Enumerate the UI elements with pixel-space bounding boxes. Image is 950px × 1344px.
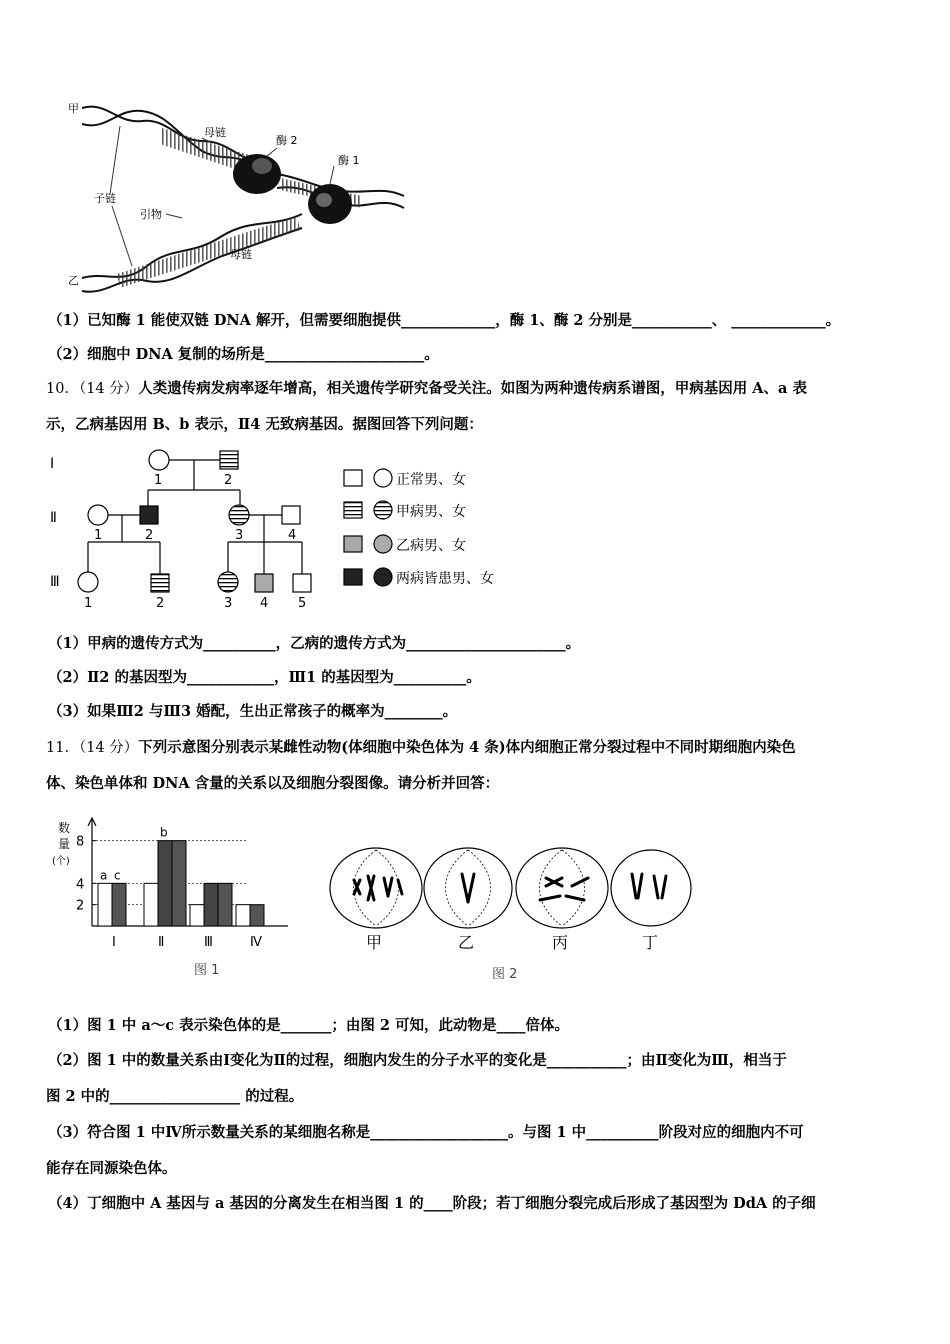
y-tick-label: 8 [76, 834, 85, 850]
pedigree-III1 [78, 572, 98, 592]
num-II4: 4 [288, 528, 297, 543]
num-I2: 2 [224, 473, 233, 488]
gen-label-2: Ⅱ [50, 510, 57, 526]
label-yi: 乙 [68, 274, 79, 287]
series-label-c: c [114, 868, 121, 883]
cell-jia [330, 848, 422, 928]
bar-a-4 [236, 905, 250, 926]
bar-a-3 [190, 905, 204, 926]
y-tick-label: 2 [76, 898, 85, 914]
fig1-ylabel-3: (个) [52, 856, 70, 867]
q10-number: 10．（14 分） [46, 381, 139, 397]
pedigree-I1 [149, 450, 169, 470]
num-III1: 1 [84, 596, 93, 611]
q11-stem-2: 体、染色单体和 DNA 含量的关系以及细胞分裂图像。请分析并回答： [46, 775, 500, 792]
cell-ding [611, 850, 691, 926]
fig1-ylabel-1: 数 [58, 821, 71, 835]
cell-label-ding: 丁 [642, 933, 659, 952]
q10-stem-1 [46, 379, 906, 399]
q10-part1: （1）甲病的遗传方式为__________，乙病的遗传方式为______________________。 [48, 635, 581, 652]
num-III4: 4 [260, 596, 269, 611]
pedigree-II2 [140, 506, 158, 524]
label-yinwu: 引物 [140, 208, 162, 221]
q10-stem-text: 人类遗传病发病率逐年增高，相关遗传学研究备受关注。如图为两种遗传病系谱图，甲病基因用 A、a 表 [138, 380, 808, 397]
q9-part1: （1）已知酶 1 能使双链 DNA 解开，但需要细胞提供_____________，酶 1、酶 2 分别是___________、 _____________。 [48, 312, 841, 329]
upper-helix [82, 107, 262, 174]
bar-b-3 [204, 883, 218, 926]
q11-part1: （1）图 1 中 a～c 表示染色体的是_______；由图 2 可知，此动物是____倍体。 [48, 1017, 570, 1034]
bar-c-4 [250, 905, 264, 926]
label-zilian: 子链 [94, 192, 116, 205]
q11-part2b: 图 2 中的__________________ 的过程。 [46, 1088, 304, 1105]
q11-part3a: （3）符合图 1 中Ⅳ所示数量关系的某细胞名称是___________________。与图 1 中__________阶段对应的细胞内不可 [48, 1124, 804, 1141]
label-mulian-top: 母链 [204, 126, 226, 139]
q11-stem-text: 下列示意图分别表示某雌性动物(体细胞中染色体为 4 条)体内细胞正常分裂过程中不同时期细胞内染色 [138, 739, 796, 756]
pedigree-II1 [88, 505, 108, 525]
cell-label-bing: 丙 [552, 933, 569, 952]
num-I1: 1 [154, 473, 163, 488]
legend-both: 两病皆患男、女 [396, 571, 494, 587]
bar-a-2 [144, 883, 158, 926]
x-tick-label: Ⅲ [204, 935, 213, 950]
series-label-b: b [160, 825, 168, 840]
pedigree-III5 [293, 574, 311, 592]
x-tick-label: Ⅰ [112, 935, 116, 950]
bar-b-2 [158, 841, 172, 926]
legend-jia: 甲病男、女 [396, 504, 466, 520]
gen-label-1: Ⅰ [50, 456, 55, 472]
q10-part2: （2）Ⅱ2 的基因型为____________，Ⅲ1 的基因型为__________。 [48, 669, 481, 686]
lower-helix [82, 214, 302, 292]
pedigree-I2 [220, 451, 238, 469]
series-label-a: a [100, 868, 108, 883]
cell-bing [516, 848, 608, 928]
bar-c-3 [218, 883, 232, 926]
q9-part2: （2）细胞中 DNA 复制的场所是______________________。 [48, 346, 439, 363]
cell-label-jia: 甲 [366, 933, 383, 952]
pedigree-II4 [282, 506, 300, 524]
label-mulian-bottom: 母链 [230, 248, 252, 261]
fig2-caption: 图 2 [492, 967, 518, 982]
figure2-cell-division [326, 842, 696, 984]
num-II2: 2 [145, 528, 154, 543]
y-tick-label: 4 [76, 877, 85, 893]
num-III5: 5 [298, 596, 307, 611]
figure1-bar-chart [52, 814, 302, 984]
legend-yi: 乙病男、女 [396, 538, 466, 554]
num-III2: 2 [156, 596, 165, 611]
q11-part3b: 能存在同源染色体。 [46, 1160, 177, 1177]
pedigree-III2 [151, 574, 169, 592]
cell-label-yi: 乙 [458, 933, 475, 952]
num-II1: 1 [94, 528, 103, 543]
pedigree-III4 [255, 574, 273, 592]
num-III3: 3 [224, 596, 233, 611]
q11-part2a: （2）图 1 中的数量关系由Ⅰ变化为Ⅱ的过程，细胞内发生的分子水平的变化是___________；由Ⅱ变化为Ⅲ，相当于 [48, 1052, 787, 1069]
pedigree-II3 [229, 505, 249, 525]
x-tick-label: Ⅱ [158, 935, 165, 950]
gen-label-3: Ⅲ [50, 574, 60, 590]
label-mei2: 酶 2 [276, 134, 298, 147]
num-II3: 3 [235, 528, 244, 543]
pedigree-chart [44, 446, 544, 616]
x-tick-label: Ⅳ [250, 935, 262, 950]
bar-c-2 [172, 841, 186, 926]
q10-part3: （3）如果Ⅲ2 与Ⅲ3 婚配，生出正常孩子的概率为________。 [48, 703, 458, 720]
q11-number: 11．（14 分） [46, 740, 139, 756]
cell-yi [424, 848, 512, 928]
bar-a-1 [98, 883, 112, 926]
q11-stem-1 [46, 738, 906, 758]
q11-part4: （4）丁细胞中 A 基因与 a 基因的分离发生在相当图 1 的____阶段；若丁细胞分裂完成后形成了基因型为 DdA 的子细 [48, 1195, 816, 1212]
label-jia: 甲 [68, 102, 79, 115]
legend-normal: 正常男、女 [396, 472, 466, 488]
pedigree-legend [344, 469, 494, 587]
dna-replication-figure [62, 96, 412, 296]
bar-c-1 [112, 883, 126, 926]
q10-stem-2: 示，乙病基因用 B、b 表示，Ⅱ4 无致病基因。据图回答下列问题： [46, 416, 483, 433]
fig1-caption: 图 1 [194, 963, 220, 978]
label-mei1: 酶 1 [338, 154, 360, 167]
pedigree-III3 [218, 572, 238, 592]
fig1-ylabel-2: 量 [58, 837, 71, 851]
